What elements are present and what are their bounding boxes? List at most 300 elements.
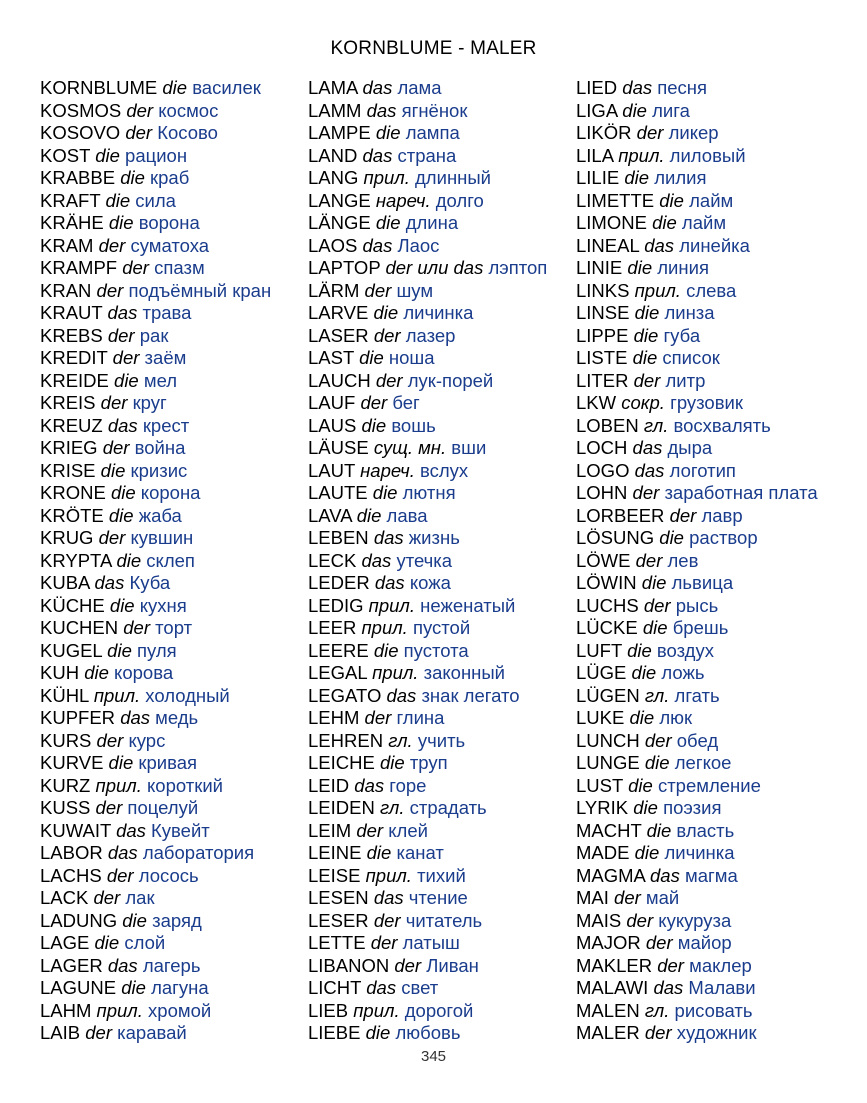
translation: личинка [664, 842, 735, 863]
grammar-label: прил. [96, 999, 143, 1021]
headword: KREIDE [40, 369, 109, 391]
dictionary-entry [308, 460, 547, 483]
headword: LASER [308, 324, 369, 346]
dictionary-entry [40, 212, 271, 235]
headword: LORBEER [576, 504, 665, 526]
grammar-label: das [361, 549, 392, 571]
headword: KOSOVO [40, 122, 121, 143]
headword: KURS [40, 729, 92, 751]
dictionary-entry [576, 392, 818, 415]
translation: торт [155, 617, 193, 638]
translation: лазер [405, 324, 456, 346]
headword: LAIB [40, 1022, 81, 1043]
translation: рацион [125, 144, 188, 166]
headword: LAGE [40, 932, 90, 953]
translation: песня [657, 77, 708, 98]
headword: KOSMOS [40, 99, 122, 121]
grammar-label: der [370, 932, 398, 953]
dictionary-entry [308, 392, 547, 415]
translation: личинка [403, 302, 474, 323]
dictionary-entry [40, 415, 271, 438]
headword: LEICHE [308, 752, 375, 773]
translation: подъёмный кран [128, 279, 272, 301]
headword: KUSS [40, 797, 91, 818]
dictionary-entry [576, 347, 818, 370]
dictionary-entry [40, 887, 271, 910]
grammar-label: der [96, 729, 124, 751]
translation: страдать [409, 797, 487, 818]
headword: LAGUNE [40, 977, 117, 998]
dictionary-entry [308, 752, 547, 775]
grammar-label: die [365, 1022, 391, 1043]
grammar-label: die [373, 639, 399, 661]
translation: линия [657, 257, 709, 278]
dictionary-entry [576, 280, 818, 303]
dictionary-entry [576, 955, 818, 978]
headword: LEERE [308, 639, 369, 661]
headword: MAGMA [576, 864, 645, 886]
grammar-label: прил. [353, 999, 400, 1021]
dictionary-entry [308, 707, 547, 730]
dictionary-entry [308, 1000, 547, 1023]
headword: LOGO [576, 459, 630, 481]
translation: космос [158, 99, 219, 121]
grammar-label: die [652, 212, 677, 233]
grammar-label: der [106, 864, 134, 886]
dictionary-entry [40, 325, 271, 348]
translation: дорогой [404, 999, 474, 1021]
dictionary-entry [308, 977, 547, 1000]
translation: ноша [388, 347, 435, 368]
grammar-label: der [614, 887, 641, 908]
translation: кожа [409, 572, 451, 593]
translation: лгать [674, 684, 720, 706]
headword: KRAUT [40, 302, 103, 323]
grammar-label: der [126, 99, 154, 121]
dictionary-entry [40, 280, 271, 303]
translation: слева [686, 279, 737, 301]
grammar-label: das [366, 977, 397, 998]
headword: LÄUSE [308, 437, 369, 458]
translation: воздух [656, 639, 714, 661]
grammar-label: das [116, 819, 146, 841]
dictionary-entry [308, 640, 547, 663]
headword: LIED [576, 77, 618, 98]
translation: страна [397, 144, 457, 166]
headword: LÖWE [576, 549, 631, 571]
headword: LANGE [308, 189, 371, 211]
translation: клей [388, 819, 428, 841]
grammar-label: der [85, 1022, 112, 1043]
dictionary-entry [576, 617, 818, 640]
dictionary-entry [40, 302, 271, 325]
grammar-label: der [112, 347, 140, 368]
dictionary-entry [308, 505, 547, 528]
headword: LEDIG [308, 594, 364, 616]
grammar-label: гл. [643, 414, 669, 436]
translation: май [645, 887, 680, 908]
translation: горе [389, 774, 427, 796]
dictionary-entry [308, 77, 547, 100]
translation: лилия [654, 167, 707, 188]
grammar-label: die [632, 347, 658, 368]
dictionary-entry [576, 752, 818, 775]
grammar-label: прил. [93, 684, 141, 706]
translation: трава [142, 302, 192, 323]
dictionary-entry [40, 527, 271, 550]
grammar-label: die [659, 527, 684, 548]
dictionary-entry [576, 820, 818, 843]
headword: LAVA [308, 504, 352, 526]
dictionary-entry [40, 482, 271, 505]
dictionary-entry [40, 865, 271, 888]
translation: Косово [157, 122, 218, 143]
grammar-label: das [107, 842, 138, 863]
grammar-label: die [108, 212, 134, 233]
translation: Ливан [426, 954, 479, 976]
translation: спазм [154, 257, 205, 278]
translation: раствор [689, 527, 758, 548]
headword: MAKLER [576, 954, 653, 976]
dictionary-entry [308, 122, 547, 145]
grammar-label: der [645, 932, 673, 953]
dictionary-entry [576, 505, 818, 528]
dictionary-entry [576, 370, 818, 393]
grammar-label: der [102, 437, 130, 458]
dictionary-entry [40, 932, 271, 955]
grammar-label: das [107, 414, 138, 436]
dictionary-entry [40, 550, 271, 573]
headword: KUBA [40, 572, 90, 593]
grammar-label: der [356, 819, 384, 841]
dictionary-entry [40, 122, 271, 145]
headword: KORNBLUME [40, 77, 158, 98]
translation: утечка [396, 549, 453, 571]
grammar-label: der [123, 617, 151, 638]
translation: хромой [148, 999, 212, 1021]
grammar-label: die [631, 662, 657, 683]
translation: длина [405, 212, 459, 233]
headword: LEISE [308, 864, 361, 886]
dictionary-entry [576, 865, 818, 888]
translation: брешь [672, 617, 729, 638]
grammar-label: der [635, 549, 663, 571]
translation: холодный [145, 684, 230, 706]
dictionary-entry [576, 100, 818, 123]
grammar-label: das [644, 234, 675, 256]
dictionary-entry [576, 1000, 818, 1023]
grammar-label: der [96, 279, 124, 301]
headword: LICHT [308, 977, 362, 998]
headword: KRAFT [40, 189, 101, 211]
dictionary-entry [40, 257, 271, 280]
dictionary-entry [576, 662, 818, 685]
translation: кривая [138, 752, 198, 773]
translation: любовь [395, 1022, 461, 1043]
grammar-label: die [646, 819, 672, 841]
translation: читатель [405, 909, 483, 931]
dictionary-entry [308, 685, 547, 708]
grammar-label: das [107, 302, 138, 323]
dictionary-entry [576, 977, 818, 1000]
headword: LÖSUNG [576, 527, 655, 548]
translation: лютня [402, 482, 456, 503]
translation: заряд [152, 909, 202, 931]
dictionary-entry [308, 145, 547, 168]
grammar-label: das [94, 572, 125, 593]
grammar-label: das [374, 572, 405, 593]
headword: KREDIT [40, 347, 108, 368]
dictionary-entry [576, 640, 818, 663]
grammar-label: die [379, 752, 405, 773]
translation: маклер [689, 954, 752, 976]
grammar-label: гл. [644, 684, 670, 706]
headword: MAI [576, 887, 609, 908]
headword: KRÖTE [40, 504, 104, 526]
headword: LIEBE [308, 1022, 361, 1043]
headword: LECK [308, 549, 357, 571]
grammar-label: прил. [95, 774, 142, 796]
headword: LAND [308, 144, 358, 166]
headword: LAOS [308, 234, 358, 256]
dictionary-entry [308, 910, 547, 933]
dictionary-entry [308, 415, 547, 438]
headword: MALEN [576, 999, 640, 1021]
dictionary-entry [308, 797, 547, 820]
grammar-label: die [121, 977, 146, 998]
headword: LAUS [308, 414, 357, 436]
headword: LYRIK [576, 797, 629, 818]
translation: Куба [129, 572, 171, 593]
dictionary-entry [576, 302, 818, 325]
headword: LAHM [40, 999, 92, 1021]
translation: шум [396, 279, 434, 301]
headword: LÄRM [308, 279, 360, 301]
dictionary-entry [576, 145, 818, 168]
translation: львица [671, 572, 734, 593]
dictionary-entry [308, 235, 547, 258]
translation: грузовик [670, 392, 743, 413]
dictionary-entry [308, 437, 547, 460]
dictionary-entry [40, 370, 271, 393]
headword: LAUCH [308, 369, 371, 391]
grammar-label: der [644, 1022, 672, 1043]
headword: LEER [308, 617, 357, 638]
translation: ягнёнок [401, 99, 468, 121]
headword: KUCHEN [40, 617, 119, 638]
headword: KREIS [40, 392, 96, 413]
headword: LIBANON [308, 954, 390, 976]
headword: KRAM [40, 234, 94, 256]
grammar-label: der [669, 504, 697, 526]
grammar-label: прил. [365, 864, 412, 886]
translation: вши [451, 437, 487, 458]
headword: LUNCH [576, 729, 640, 751]
translation: жаба [138, 504, 182, 526]
dictionary-entry [576, 842, 818, 865]
headword: KRUG [40, 527, 94, 548]
headword: KREUZ [40, 414, 103, 436]
translation: пустой [412, 617, 471, 638]
dictionary-entry [576, 190, 818, 213]
headword: LEGATO [308, 684, 382, 706]
dictionary-entry [308, 775, 547, 798]
dictionary-entry [40, 730, 271, 753]
grammar-label: der [95, 797, 123, 818]
translation: кухня [139, 594, 187, 616]
dictionary-entry [576, 797, 818, 820]
headword: LAUF [308, 392, 356, 413]
translation: легкое [674, 752, 732, 773]
headword: KRAMPF [40, 257, 118, 278]
dictionary-entry [576, 527, 818, 550]
headword: LEIM [308, 819, 352, 841]
translation: медь [155, 707, 199, 728]
grammar-label: die [641, 572, 667, 593]
headword: KUPFER [40, 707, 116, 728]
grammar-label: die [644, 752, 670, 773]
translation: люк [659, 707, 693, 728]
headword: LÜGEN [576, 684, 640, 706]
grammar-label: die [366, 842, 392, 863]
grammar-label: das [366, 99, 397, 121]
translation: майор [677, 932, 732, 953]
grammar-label: das [650, 864, 680, 886]
grammar-label: die [162, 77, 188, 98]
translation: лава [386, 504, 428, 526]
translation: лосось [138, 864, 199, 886]
grammar-label: der [626, 909, 654, 931]
headword: LEHM [308, 707, 360, 728]
grammar-label: der [373, 324, 401, 346]
translation: круг [132, 392, 167, 413]
headword: LIMETTE [576, 189, 655, 211]
dictionary-entry [576, 572, 818, 595]
dictionary-entry [308, 1022, 547, 1045]
translation: краб [150, 167, 190, 188]
grammar-label: die [108, 504, 134, 526]
translation: литр [665, 369, 706, 391]
translation: лев [667, 549, 699, 571]
headword: LACHS [40, 864, 102, 886]
translation: лайм [681, 212, 727, 233]
translation: склеп [146, 549, 195, 571]
dictionary-entry [576, 1022, 818, 1045]
dictionary-entry [576, 482, 818, 505]
headword: LUST [576, 774, 623, 796]
translation: крест [142, 414, 190, 436]
dictionary-entry [576, 167, 818, 190]
dictionary-entry [40, 910, 271, 933]
dictionary-entry [576, 775, 818, 798]
headword: LIPPE [576, 324, 629, 346]
headword: LESER [308, 909, 369, 931]
dictionary-entry [40, 685, 271, 708]
dictionary-entry [40, 797, 271, 820]
translation: труп [409, 752, 448, 773]
translation: поцелуй [127, 797, 199, 818]
dictionary-entry [40, 617, 271, 640]
dictionary-entry [576, 460, 818, 483]
headword: LIKÖR [576, 122, 632, 143]
translation: заём [144, 347, 187, 368]
headword: KÜCHE [40, 594, 105, 616]
translation: вслух [419, 459, 469, 481]
headword: LUCHS [576, 594, 639, 616]
grammar-label: der [122, 257, 149, 278]
translation: лак [125, 887, 155, 908]
translation: лагерь [142, 954, 201, 976]
translation: рак [139, 324, 169, 346]
translation: линза [664, 302, 715, 323]
dictionary-entry [308, 257, 547, 280]
dictionary-entry [308, 932, 547, 955]
translation: логотип [669, 459, 736, 481]
headword: MAJOR [576, 932, 641, 953]
translation: лайм [689, 189, 734, 211]
dictionary-entry [40, 640, 271, 663]
translation: стремление [657, 774, 761, 796]
translation: канат [396, 842, 444, 863]
headword: LUNGE [576, 752, 640, 773]
headword: LANG [308, 167, 359, 188]
translation: курс [128, 729, 166, 751]
headword: MALER [576, 1022, 640, 1043]
headword: LAMA [308, 77, 358, 98]
grammar-label: die [629, 707, 655, 728]
grammar-label: die [624, 167, 650, 188]
grammar-label: das [107, 954, 138, 976]
dictionary-entry [308, 865, 547, 888]
headword: LEGAL [308, 662, 367, 683]
headword: LAPTOP [308, 257, 381, 278]
dictionary-entry [308, 280, 547, 303]
grammar-label: der [636, 122, 664, 143]
translation: лиловый [669, 144, 746, 166]
translation: лига [652, 99, 690, 121]
grammar-label: das [653, 977, 684, 998]
translation: короткий [147, 774, 223, 796]
dictionary-entry [308, 482, 547, 505]
grammar-label: die [372, 482, 398, 503]
dictionary-entry [308, 100, 547, 123]
grammar-label: der [633, 369, 661, 391]
grammar-label: die [116, 549, 142, 571]
dictionary-entry [40, 752, 271, 775]
translation: сила [135, 189, 176, 211]
dictionary-entry [40, 707, 271, 730]
dictionary-entry [40, 235, 271, 258]
dictionary-entry [576, 77, 818, 100]
headword: KRÄHE [40, 212, 104, 233]
grammar-label: die [642, 617, 668, 638]
headword: LÄNGE [308, 212, 371, 233]
dictionary-entry [308, 212, 547, 235]
grammar-label: der [93, 887, 121, 908]
dictionary-entry [40, 167, 271, 190]
page-title: KORNBLUME - MALER [330, 38, 537, 59]
grammar-label: нареч. [375, 189, 431, 211]
headword: LISTE [576, 347, 628, 368]
translation: василек [192, 77, 261, 98]
grammar-label: die [622, 99, 647, 121]
dictionary-entry [576, 122, 818, 145]
dictionary-entry [40, 662, 271, 685]
headword: LKW [576, 392, 617, 413]
dictionary-entry [40, 595, 271, 618]
grammar-label: нареч. [360, 459, 415, 481]
dictionary-entry [576, 910, 818, 933]
